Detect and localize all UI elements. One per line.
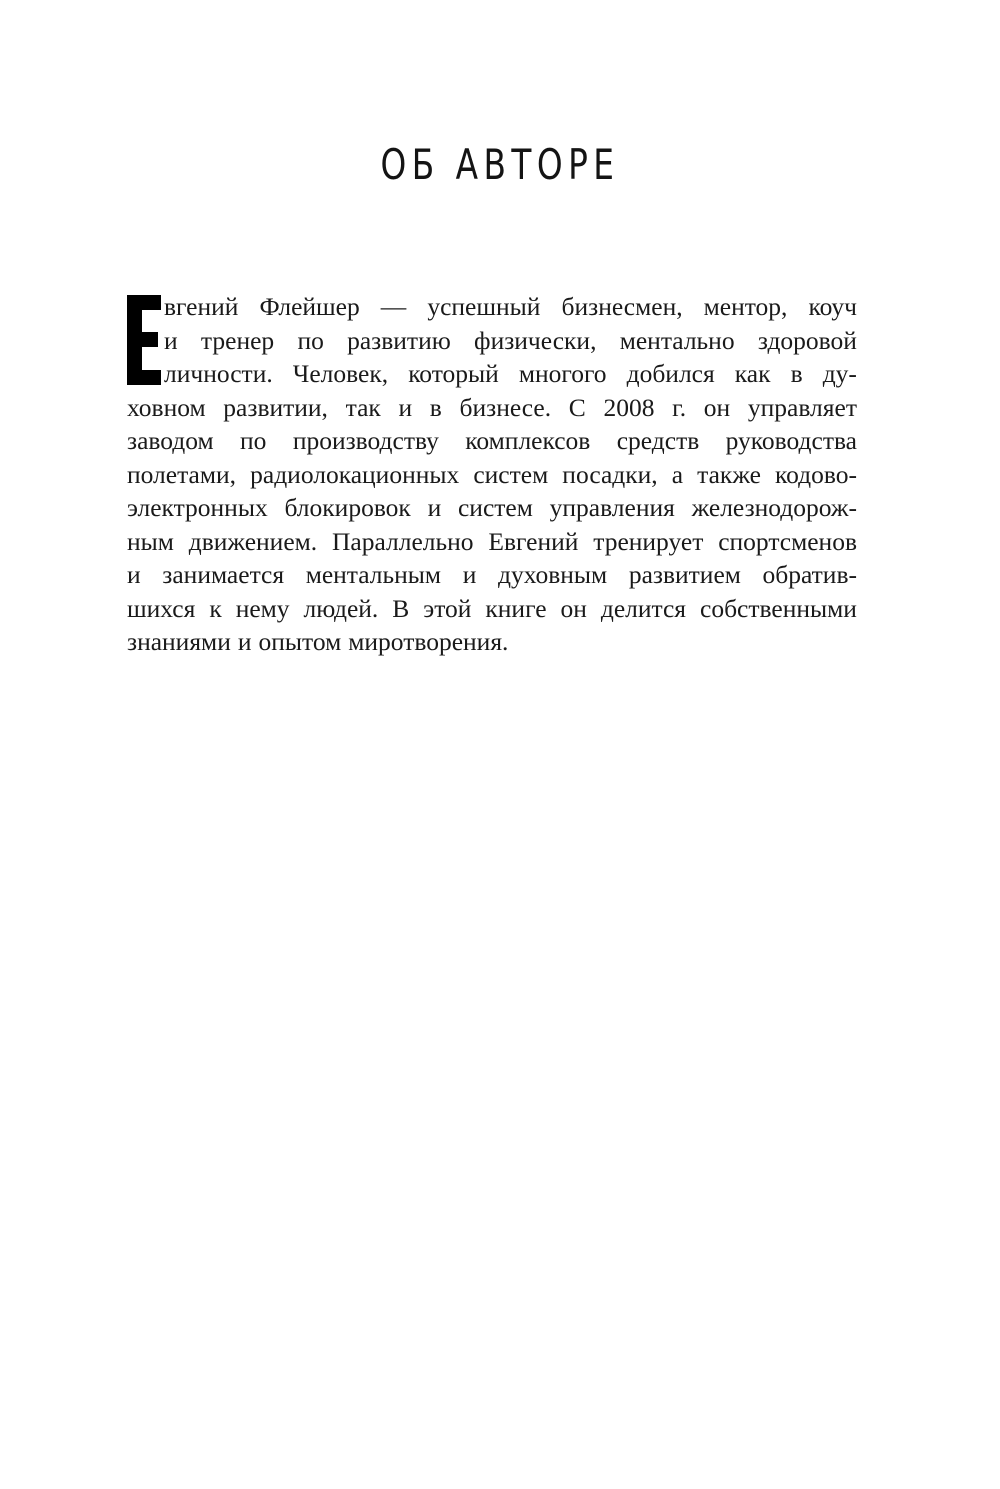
bio-line: заводом по производству комплексов средств руководства bbox=[127, 426, 857, 455]
author-bio bbox=[127, 290, 857, 659]
bio-line: и тренер по развитию физически, ментально здоровой bbox=[164, 325, 857, 355]
bio-line: ховном развитии, так и в бизнесе. С 2008 г. он управляет bbox=[127, 392, 857, 422]
bio-line: знаниями и опытом миротворения. bbox=[127, 627, 509, 656]
bio-line: полетами, радиолокационных систем посадки, а также кодово- bbox=[127, 459, 857, 489]
bio-line: вгений Флейшер — успешный бизнесмен, ментор, коуч bbox=[164, 292, 857, 321]
bio-line: ным движением. Параллельно Евгений тренирует спортсменов bbox=[127, 526, 857, 556]
bio-line: шихся к нему людей. В этой книге он делится собственными bbox=[127, 593, 857, 623]
bio-line: личности. Человек, который многого добился как в ду- bbox=[164, 359, 857, 388]
bio-line: электронных блокировок и систем управления железнодорож- bbox=[127, 493, 857, 522]
bio-line: и занимается ментальным и духовным развитием обратив- bbox=[127, 560, 857, 589]
page-title: ОБ АВТОРЕ bbox=[380, 140, 620, 189]
